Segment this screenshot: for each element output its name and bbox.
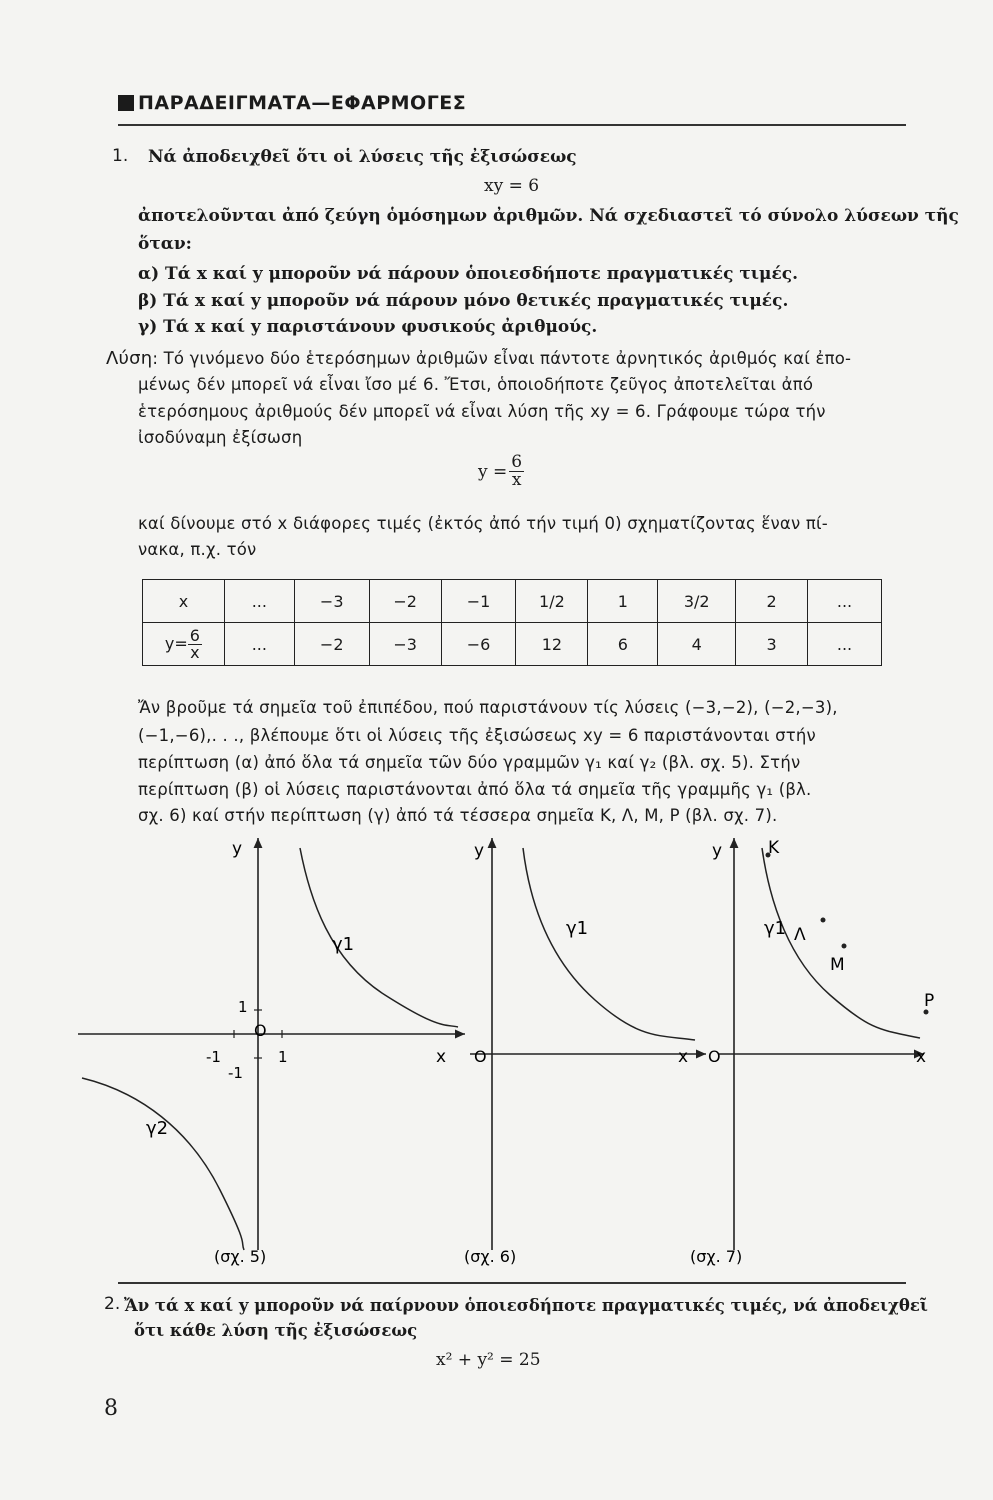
fig5-tick-y-neg-label: -1 [228,1064,243,1082]
exercise2-equation: x² + y² = 25 [436,1350,541,1370]
solution-eq-lhs: y = [478,461,508,482]
exercise2-line2: ὅτι κάθε λύση τῆς ἐξισώσεως [134,1321,418,1340]
exercise1-line2: ἀποτελοῦνται ἀπό ζεύγη ὁμόσημων ἀριθμῶν. Νά σχεδιαστεῖ τό σύνολο λύσεων τῆς [138,206,959,226]
table-cell: 6 [588,623,658,666]
row-label-den: x [190,642,200,662]
fig5-curve-gamma1 [300,848,458,1027]
fig6-origin: O [474,1047,487,1066]
fig5-tick-x-neg-label: -1 [206,1048,221,1066]
fig7-x-label: x [916,1047,927,1067]
table-cell: −1 [441,580,516,623]
solution-eq-den: x [511,470,522,490]
fig6-x-label: x [678,1047,689,1067]
table-cell: 1/2 [516,580,588,623]
paragraph2-line4: περίπτωση (β) οἱ λύσεις παριστάνονται ἀπό ὅλα τά σημεῖα τῆς γραμμῆς γ₁ (βλ. [138,780,812,799]
row-label-lhs: y= [164,633,188,653]
paragraph2-line2: (−1,−6),. . ., βλέπουμε ὅτι οἱ λύσεις τῆς ἐξισώσεως xy = 6 παριστάνονται στήν [138,726,816,745]
table-cell: −2 [294,623,369,666]
table-cell: 4 [658,623,736,666]
fig7-curve1-label: γ1 [764,918,787,939]
exercise2-number: 2. [104,1294,121,1314]
table-cell: ... [808,623,882,666]
fig7-origin: O [708,1047,721,1066]
fig5-tick-x-pos-label: 1 [278,1048,288,1066]
fig5-y-label: y [232,839,243,859]
fig7-curve-gamma1 [762,848,920,1038]
exercise1-item-b: β) Τά x καί y μποροῦν νά πάρουν μόνο θετικές πραγματικές τιμές. [138,291,789,311]
section-title: ΠΑΡΑΔΕΙΓΜΑΤΑ—ΕΦΑΡΜΟΓΕΣ [138,92,467,114]
solution-text-1: : Τό γινόμενο δύο ἑτερόσημων ἀριθμῶν εἶναι πάντοτε ἀρνητικός ἀριθμός καί ἐπο- [152,349,852,368]
exercise2-line1: Ἄν τά x καί y μποροῦν νά παίρνουν ὁποιεσδήποτε πραγματικές τιμές, νά ἀποδειχθεῖ [124,1296,928,1315]
fig6-curve-gamma1 [523,848,695,1040]
exercise1-item-c: γ) Τά x καί y παριστάνουν φυσικούς ἀριθμούς. [138,317,598,337]
exercise1-line3: ὅταν: [138,234,192,254]
fig5-curve-gamma2 [82,1078,244,1250]
figures-bottom-rule [118,1282,906,1284]
solution-line4: ἰσοδύναμη ἐξίσωση [138,428,303,447]
fig6-caption: (σχ. 6) [464,1247,517,1266]
fig5-curve2-label: γ2 [146,1118,169,1139]
table-cell: 1 [588,580,658,623]
fig5-caption: (σχ. 5) [214,1247,267,1266]
table-cell: −3 [294,580,369,623]
fig7-caption: (σχ. 7) [690,1247,743,1266]
table-cell: −3 [369,623,441,666]
fig7-point-lambda-label: Λ [794,925,806,945]
fig7-point-lambda [821,918,826,923]
fig5-curve1-label: γ1 [332,934,355,955]
solution-eq-num: 6 [511,452,523,472]
table-cell: ... [224,580,294,623]
table-row-label-x: x [143,580,225,623]
table-cell: −6 [441,623,516,666]
table-cell: 12 [516,623,588,666]
paragraph2-line1: Ἄν βροῦμε τά σημεῖα τοῦ ἐπιπέδου, πού παριστάνουν τίς λύσεις (−3,−2), (−2,−3), [138,698,838,717]
exercise1-item-a: α) Τά x καί y μποροῦν νά πάρουν ὁποιεσδήποτε πραγματικές τιμές. [138,264,799,284]
solution-line5: καί δίνουμε στό x διάφορες τιμές (ἐκτός ἀπό τήν τιμή 0) σχηματίζοντας ἕναν πί- [138,514,828,533]
fig7-point-m-label: M [830,955,845,975]
fig7-point-m [842,944,847,949]
fig5-x-label: x [436,1047,447,1067]
table-cell: ... [224,623,294,666]
page-number: 8 [104,1396,118,1421]
exercise1-line1: Νά ἀποδειχθεῖ ὅτι οἱ λύσεις τῆς ἐξισώσεως [148,147,577,167]
fig7-point-k-label: K [768,838,780,858]
paragraph2-line5: σχ. 6) καί στήν περίπτωση (γ) ἀπό τά τέσσερα σημεῖα Κ, Λ, Μ, Ρ (βλ. σχ. 7). [138,806,778,825]
figure-6 [464,838,706,1266]
table-cell: 3 [736,623,808,666]
figure-5 [78,838,465,1266]
fig5-tick-y-pos-label: 1 [238,998,248,1016]
fig5-origin: O [254,1021,267,1040]
solution-line2: μένως δέν μπορεῖ νά εἶναι ἴσο μέ 6. Ἔτσι, ὁποιοδήποτε ζεῦγος ἀποτελεῖται ἀπό [138,375,814,394]
solution-line3: ἑτερόσημους ἀριθμούς δέν μπορεῖ νά εἶναι λύση τῆς xy = 6. Γράφουμε τώρα τήν [138,402,826,421]
fig7-point-p-label: P [924,991,935,1011]
paragraph2-line3: περίπτωση (α) ἀπό ὅλα τά σημεῖα τῶν δύο γραμμῶν γ₁ καί γ₂ (βλ. σχ. 5). Στήν [138,753,801,772]
table-cell: 2 [736,580,808,623]
table-cell: ... [808,580,882,623]
row-label-num: 6 [189,625,200,645]
figure-7 [690,838,934,1266]
solution-label: Λύση [106,348,153,369]
fig7-y-label: y [712,841,723,861]
fig6-y-label: y [474,841,485,861]
table-cell: −2 [369,580,441,623]
fig6-curve1-label: γ1 [566,918,589,939]
exercise1-number: 1. [112,146,129,166]
table-cell: 3/2 [658,580,736,623]
exercise1-equation: xy = 6 [484,176,540,196]
solution-line6: νακα, π.χ. τόν [138,540,257,559]
